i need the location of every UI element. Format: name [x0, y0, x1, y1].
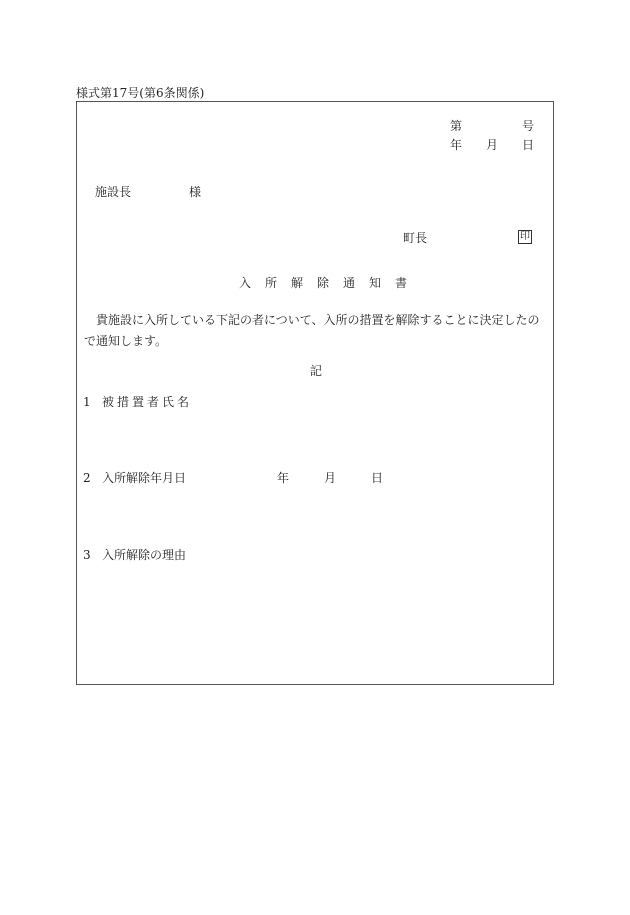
item-2-month: 月 — [324, 471, 337, 485]
date-day: 日 — [522, 138, 535, 152]
notice-body: 貴施設に入所している下記の者について、入所の措置を解除することに決定したので通知します。 — [84, 313, 540, 348]
form-number: 様式第17号(第6条関係) — [76, 86, 205, 100]
document-title: 入所解除通知書 — [239, 276, 422, 290]
item-3-label: 入所解除の理由 — [102, 548, 187, 562]
date-month: 月 — [486, 138, 499, 152]
ki-heading: 記 — [310, 364, 323, 378]
date-year: 年 — [450, 138, 463, 152]
item-2-label: 入所解除年月日 — [102, 471, 187, 485]
item-3-number: 3 — [83, 548, 91, 562]
form-frame — [76, 101, 554, 685]
item-2-year: 年 — [277, 471, 290, 485]
item-1-number: 1 — [83, 395, 91, 409]
seal-mark: 印 — [520, 231, 530, 242]
item-2-day: 日 — [371, 471, 384, 485]
doc-number-suffix: 号 — [522, 119, 535, 133]
addressee-title: 施設長 — [95, 185, 132, 199]
doc-number-prefix: 第 — [450, 119, 463, 133]
addressee-honorific: 様 — [189, 185, 202, 199]
item-2-number: 2 — [83, 471, 91, 485]
sender-title: 町長 — [403, 231, 428, 245]
item-1-label: 被措置者氏名 — [102, 395, 193, 409]
